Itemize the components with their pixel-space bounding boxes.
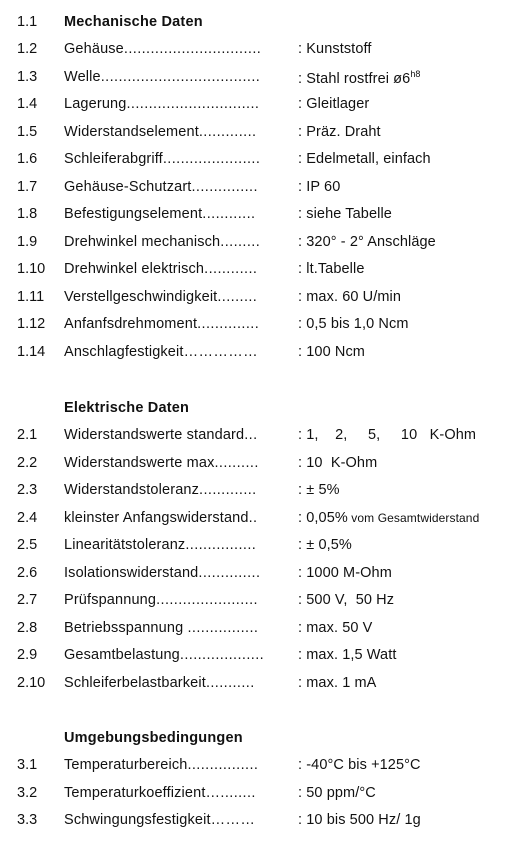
spec-row — [0, 206, 528, 228]
row-number: 2.10 — [17, 675, 46, 691]
row-value: : 1000 M-Ohm — [298, 565, 392, 581]
row-value: : ± 5% — [298, 482, 340, 498]
row-number: 1.8 — [17, 206, 38, 222]
row-label: Gehäuse-Schutzart............... — [64, 179, 258, 195]
row-number: 3.2 — [17, 785, 38, 801]
spec-row — [0, 41, 528, 63]
row-value: : max. 1,5 Watt — [298, 647, 397, 663]
row-number: 1.9 — [17, 234, 38, 250]
value-note: vom Gesamtwiderstand — [347, 511, 480, 525]
spec-row — [0, 537, 528, 559]
spec-row — [0, 69, 528, 91]
row-number: 1.11 — [17, 289, 45, 305]
spec-row — [0, 151, 528, 173]
row-number: 1.14 — [17, 344, 46, 360]
section-heading-row — [0, 14, 528, 36]
row-number: 2.1 — [17, 427, 38, 443]
row-value: : siehe Tabelle — [298, 206, 392, 222]
spec-row — [0, 455, 528, 477]
row-number: 1.2 — [17, 41, 38, 57]
row-label: Prüfspannung....................... — [64, 592, 258, 608]
row-label: Betriebsspannung ................ — [64, 620, 259, 636]
row-label: kleinster Anfangswiderstand.. — [64, 510, 258, 526]
row-value: : 10 bis 500 Hz/ 1g — [298, 812, 421, 828]
spec-row — [0, 785, 528, 807]
row-label: Widerstandswerte standard... — [64, 427, 258, 443]
row-label: Welle.................................... — [64, 69, 261, 85]
row-label: Drehwinkel elektrisch............ — [64, 261, 258, 277]
spec-row — [0, 96, 528, 118]
row-label: Lagerung.............................. — [64, 96, 260, 112]
row-label: Befestigungselement............ — [64, 206, 256, 222]
row-value: : Präz. Draht — [298, 124, 381, 140]
row-value: : Edelmetall, einfach — [298, 151, 431, 167]
spec-row — [0, 812, 528, 834]
spec-row — [0, 647, 528, 669]
row-value: : max. 1 mA — [298, 675, 377, 691]
row-value: : 0,05% vom Gesamtwiderstand — [298, 510, 480, 526]
row-number: 1.4 — [17, 96, 38, 112]
row-label: Temperaturkoeffizient…........ — [64, 785, 256, 801]
section-number: 1.1 — [17, 14, 38, 30]
spec-row — [0, 592, 528, 614]
row-number: 2.6 — [17, 565, 38, 581]
row-label: Verstellgeschwindigkeit......... — [64, 289, 258, 305]
row-value: : 100 Ncm — [298, 344, 365, 360]
spec-row — [0, 757, 528, 779]
row-value: : 50 ppm/°C — [298, 785, 376, 801]
section-heading-row — [0, 730, 528, 752]
row-number: 3.1 — [17, 757, 38, 773]
row-number: 3.3 — [17, 812, 38, 828]
row-value: : 1, 2, 5, 10 K-Ohm — [298, 427, 477, 443]
row-number: 2.3 — [17, 482, 38, 498]
row-value: : ± 0,5% — [298, 537, 352, 553]
spec-row — [0, 124, 528, 146]
row-value: : -40°C bis +125°C — [298, 757, 421, 773]
spec-row — [0, 316, 528, 338]
spec-row — [0, 234, 528, 256]
spec-row — [0, 675, 528, 697]
row-number: 2.9 — [17, 647, 38, 663]
row-number: 1.10 — [17, 261, 46, 277]
row-number: 2.7 — [17, 592, 38, 608]
row-number: 1.5 — [17, 124, 38, 140]
row-number: 2.2 — [17, 455, 38, 471]
row-label: Widerstandswerte max.......... — [64, 455, 259, 471]
row-label: Anschlagfestigkeit…………… — [64, 344, 259, 360]
row-label: Anfanfsdrehmoment.............. — [64, 316, 260, 332]
spec-row — [0, 565, 528, 587]
row-number: 2.8 — [17, 620, 38, 636]
section-title: Umgebungsbedingungen — [64, 730, 243, 746]
row-number: 1.7 — [17, 179, 38, 195]
row-number: 1.12 — [17, 316, 46, 332]
spec-row — [0, 510, 528, 532]
row-value: : 500 V, 50 Hz — [298, 592, 395, 608]
row-value: : lt.Tabelle — [298, 261, 365, 277]
row-value: : Gleitlager — [298, 96, 370, 112]
row-label: Schleiferabgriff...................... — [64, 151, 261, 167]
spec-row — [0, 344, 528, 366]
row-label: Gesamtbelastung................... — [64, 647, 265, 663]
row-label: Schwingungsfestigkeit……… — [64, 812, 256, 828]
spec-row — [0, 289, 528, 311]
row-number: 2.4 — [17, 510, 38, 526]
row-label: Temperaturbereich................ — [64, 757, 259, 773]
row-value: : Stahl rostfrei $ø6^{h8}$ — [298, 69, 421, 87]
row-value: : 10 K-Ohm — [298, 455, 378, 471]
row-label: Schleiferbelastbarkeit........... — [64, 675, 255, 691]
row-number: 1.3 — [17, 69, 38, 85]
row-label: Widerstandstoleranz............. — [64, 482, 257, 498]
section-title: Mechanische Daten — [64, 14, 203, 30]
row-value: : max. 50 V — [298, 620, 373, 636]
row-value: : max. 60 U/min — [298, 289, 402, 305]
row-value: : 0,5 bis 1,0 Ncm — [298, 316, 409, 332]
row-label: Widerstandselement............. — [64, 124, 257, 140]
tolerance-superscript: h8 — [410, 69, 421, 79]
row-label: Drehwinkel mechanisch......... — [64, 234, 261, 250]
row-value: : 320° - 2° Anschläge — [298, 234, 436, 250]
spec-row — [0, 482, 528, 504]
row-number: 1.6 — [17, 151, 38, 167]
row-value: : IP 60 — [298, 179, 341, 195]
spec-row — [0, 427, 528, 449]
row-label: Gehäuse............................... — [64, 41, 262, 57]
spec-row — [0, 179, 528, 201]
section-title: Elektrische Daten — [64, 400, 190, 416]
row-label: Isolationswiderstand.............. — [64, 565, 261, 581]
section-heading-row — [0, 400, 528, 422]
spec-row — [0, 620, 528, 642]
row-value: : Kunststoff — [298, 41, 372, 57]
spec-row — [0, 261, 528, 283]
row-number: 2.5 — [17, 537, 38, 553]
row-label: Linearitätstoleranz................ — [64, 537, 257, 553]
